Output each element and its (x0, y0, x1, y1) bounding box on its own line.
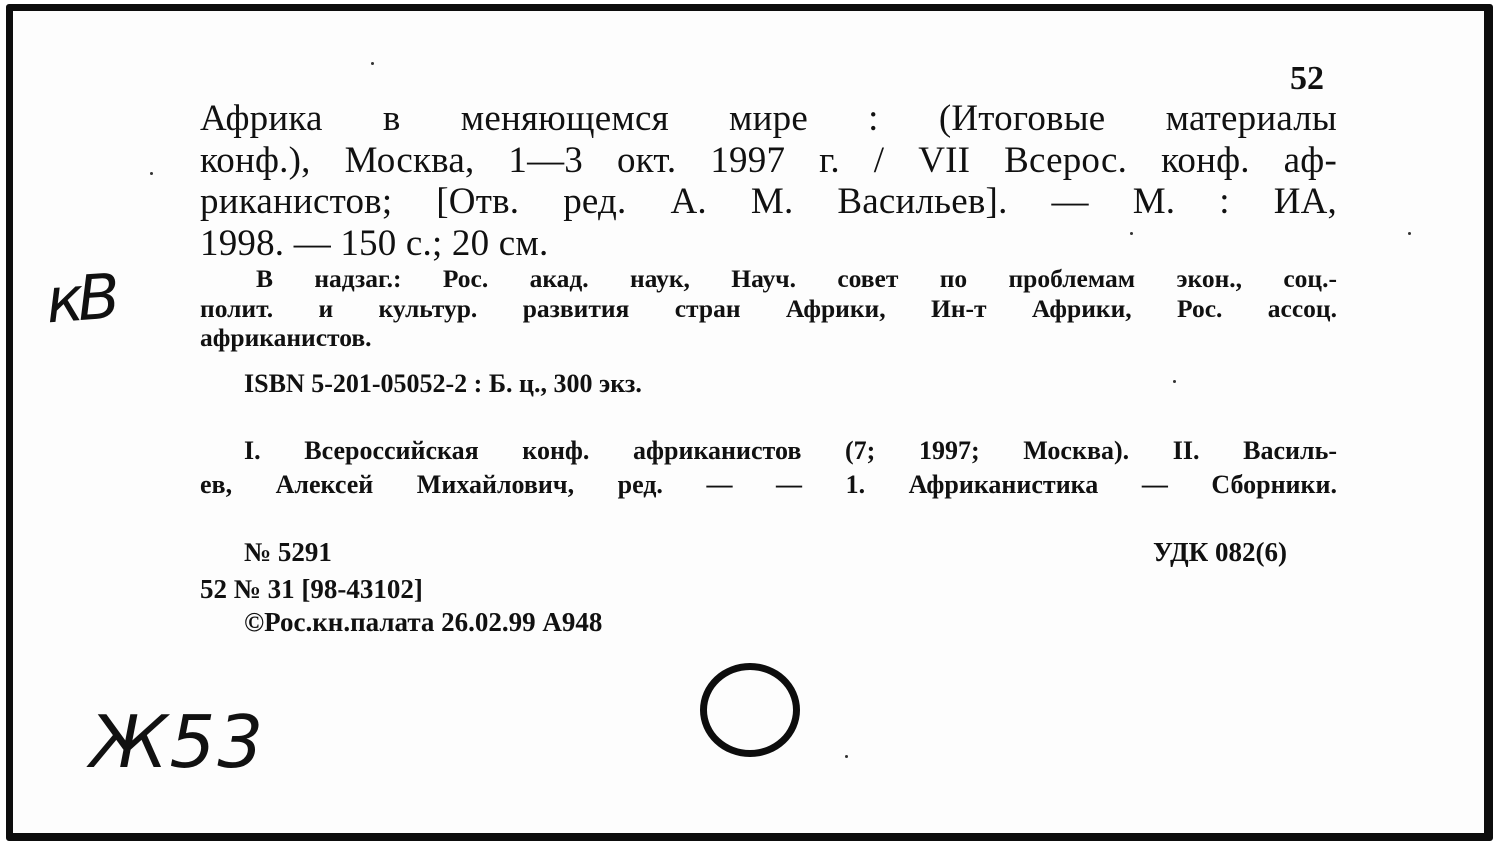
isbn-line: ISBN 5-201-05052-2 : Б. ц., 300 экз. (244, 369, 642, 398)
title-line: Африка в меняющемся мире : (Итоговые материалы (200, 98, 1337, 139)
ink-speck (1408, 232, 1411, 235)
tracing-line: I. Всероссийская конф. африканистов (7; 1997; Москва). II. Василь- (244, 436, 1337, 465)
tracing-line: ев, Алексей Михайлович, ред. — — 1. Африканистика — Сборники. (200, 470, 1337, 499)
card-number: 52 (1290, 60, 1324, 97)
handwritten-mark-left: кВ (43, 259, 117, 338)
title-line: риканистов; [Отв. ред. А. М. Васильев]. — М. : ИА, (200, 181, 1337, 222)
udk-code: УДК 082(6) (1153, 537, 1287, 567)
tracings (200, 434, 1337, 502)
note-line: африканистов. (200, 323, 372, 352)
ink-speck (1130, 232, 1133, 235)
note-line: полит. и культур. развития стран Африки, Ин-т Африки, Рос. ассоц. (200, 293, 1337, 323)
bibliographic-title (200, 98, 1337, 264)
ink-speck (845, 755, 848, 758)
chamber-stamp: ©Рос.кн.палата 26.02.99 А948 (244, 607, 603, 637)
handwritten-mark-bottom: Ж53 (90, 700, 266, 784)
header-note (200, 264, 1337, 353)
note-line: В надзаг.: Рос. акад. наук, Науч. совет по проблемам экон., соц.- (256, 264, 1337, 293)
record-number: № 5291 (244, 537, 332, 567)
punch-hole (700, 663, 800, 757)
ink-speck (150, 172, 153, 175)
ink-speck (1173, 380, 1176, 383)
title-line: конф.), Москва, 1—3 окт. 1997 г. / VII Всерос. конф. аф- (200, 139, 1337, 181)
series-number: 52 № 31 [98-43102] (200, 574, 423, 604)
title-line: 1998. — 150 с.; 20 см. (200, 222, 549, 264)
ink-speck (371, 62, 374, 65)
